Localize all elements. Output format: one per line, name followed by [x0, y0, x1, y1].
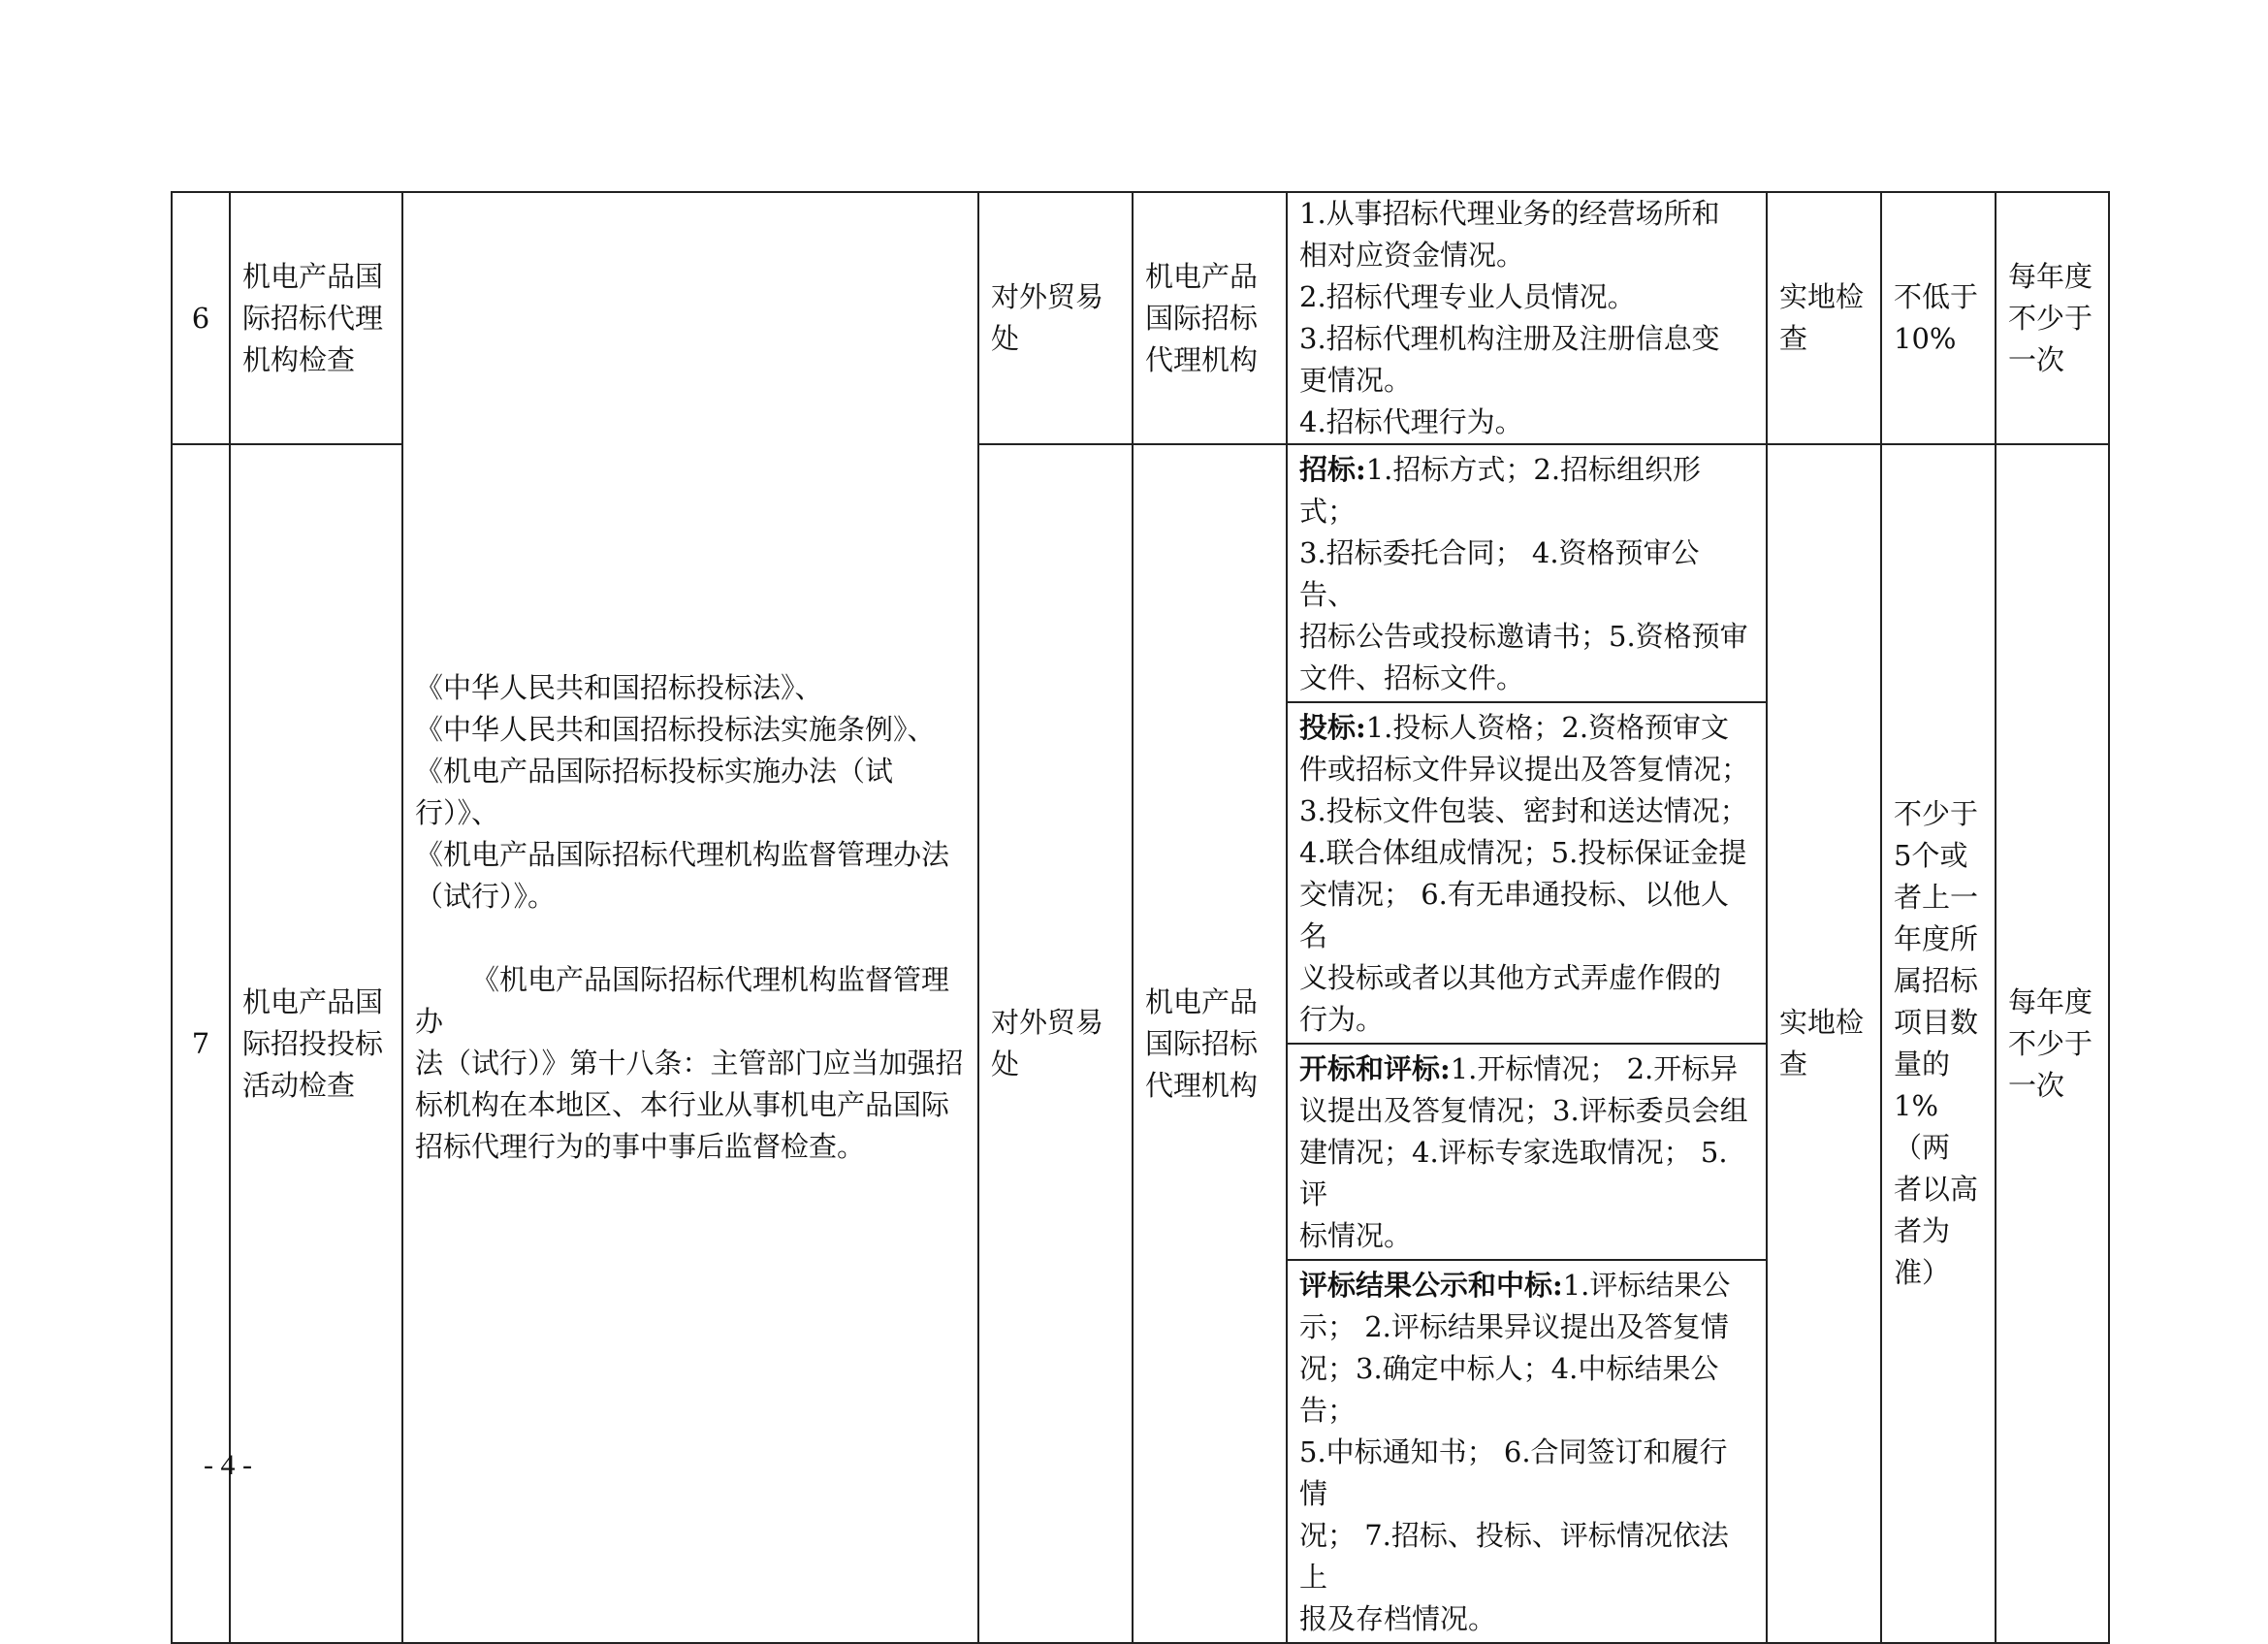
text-line: 每年度 [2008, 259, 2093, 293]
text-line: 者上一 [1894, 881, 1979, 914]
block-heading: 评标结果公示和中标: [1299, 1269, 1563, 1302]
text-line: 法（试行）》第十八条：主管部门应当加强招 [415, 1047, 964, 1080]
text-line: 《中华人民共和国招标投标法实施条例》、 [415, 713, 936, 746]
object-cell [1133, 192, 1287, 444]
text-line: 量的 [1894, 1048, 1951, 1080]
content-block-tendering [1287, 702, 1767, 1044]
text-line: 议提出及答复情况；3.评标委员会组 [1299, 1094, 1748, 1127]
text-line: 国际招标 [1145, 301, 1259, 335]
text-line: 查 [1779, 322, 1808, 355]
text-line: 活动检查 [242, 1068, 356, 1102]
basis-cell [402, 192, 978, 1643]
text-line [1299, 449, 1754, 532]
text-line: 5.中标通知书； 6.合同签订和履行情 [1299, 1435, 1728, 1510]
text-line: 标情况。 [1299, 1219, 1413, 1252]
row-number: 7 [172, 444, 230, 1643]
content-block-opening-evaluation [1287, 1044, 1767, 1260]
text-line: 机电产品国 [242, 259, 384, 293]
block-text: 1.招标方式；2.招标组织形式； [1299, 453, 1702, 528]
text-line: 更情况。 [1299, 364, 1413, 397]
text-line: 实地检 [1779, 280, 1865, 313]
text-line: 况；3.确定中标人；4.中标结果公告； [1299, 1352, 1719, 1427]
text-line: 况； 7.招标、投标、评标情况依法上 [1299, 1519, 1729, 1594]
text-line: 3.投标文件包装、密封和送达情况； [1299, 794, 1748, 827]
text-line: 招标公告或投标邀请书；5.资格预审 [1299, 620, 1748, 653]
text-line: （试行）》。 [415, 880, 557, 913]
text-line: 行为。 [1299, 1003, 1385, 1036]
text-line: 国际招标 [1145, 1026, 1259, 1060]
text-line: 招标代理行为的事中事后监督检查。 [415, 1130, 866, 1163]
text-line: 实地检 [1779, 1006, 1865, 1039]
text-line: 代理机构 [1145, 342, 1259, 376]
text-line: 准） [1894, 1256, 1951, 1289]
text-line: 机构检查 [242, 342, 356, 376]
inspection-table [171, 191, 2110, 1644]
text-line: 文件、招标文件。 [1299, 661, 1525, 694]
text-line: 一次 [2008, 1068, 2065, 1102]
text-line: 件或招标文件异议提出及答复情况； [1299, 753, 1750, 786]
text-line: 标机构在本地区、本行业从事机电产品国际 [415, 1088, 950, 1121]
text-line: 一次 [2008, 342, 2065, 376]
text-line: 每年度 [2008, 984, 2093, 1018]
text-line: 际招标代理 [242, 301, 384, 335]
page-number: - 4 - [204, 1449, 252, 1481]
frequency-cell [1996, 192, 2109, 444]
block-text: 1.投标人资格；2.资格预审文 [1365, 711, 1730, 744]
text-line: 不少于 [2008, 301, 2093, 335]
row-number: 6 [172, 192, 230, 444]
ratio-cell [1881, 192, 1996, 444]
text-line: 《机电产品国际招标代理机构监督管理办法 [415, 838, 950, 871]
text-line: 项目数 [1894, 1006, 1979, 1039]
text-line: 不少于 [1894, 797, 1979, 830]
frequency-cell [1996, 444, 2109, 1643]
block-text: 1.评标结果公 [1562, 1269, 1731, 1302]
text-line: 属招标 [1894, 964, 1979, 997]
text-line: 际招投投标 [242, 1026, 384, 1060]
content-cell [1287, 192, 1767, 444]
text-line: 代理机构 [1145, 1068, 1259, 1102]
block-heading: 投标: [1299, 711, 1366, 744]
text-line: 3.招标代理机构注册及注册信息变 [1299, 322, 1720, 355]
text-line: 对外贸易 [991, 1006, 1104, 1039]
text-line: 对外贸易 [991, 280, 1104, 313]
text-line: 4.联合体组成情况；5.投标保证金提 [1299, 836, 1747, 869]
block-heading: 招标: [1299, 453, 1366, 486]
text-line: 年度所 [1894, 922, 1979, 955]
content-block-bidding [1287, 444, 1767, 702]
text-line [1299, 707, 1754, 749]
text-line [1299, 1265, 1754, 1306]
text-line: 1.从事招标代理业务的经营场所和 [1299, 197, 1720, 230]
text-line: 《机电产品国际招标代理机构监督管理办 [415, 963, 950, 1038]
item-cell [230, 444, 402, 1643]
text-line: 处 [991, 322, 1020, 355]
object-cell [1133, 444, 1287, 1643]
text-line: 义投标或者以其他方式弄虚作假的 [1299, 961, 1722, 994]
text-line: 1%（两 [1894, 1089, 1951, 1164]
method-cell [1767, 444, 1881, 1643]
ratio-cell [1881, 444, 1996, 1643]
text-line: 不低于 [1894, 280, 1979, 313]
block-heading: 开标和评标: [1299, 1052, 1451, 1085]
table-row [172, 192, 2109, 444]
paragraph-gap [415, 918, 966, 959]
text-line: 报及存档情况。 [1299, 1602, 1497, 1635]
department-cell [978, 444, 1133, 1643]
text-line: 交情况； 6.有无串通投标、以他人名 [1299, 878, 1729, 952]
department-cell [978, 192, 1133, 444]
text-line: 建情况；4.评标专家选取情况； 5.评 [1299, 1136, 1728, 1210]
text-line: 不少于 [2008, 1026, 2093, 1060]
text-line: 处 [991, 1048, 1020, 1080]
text-line: 4.招标代理行为。 [1299, 405, 1523, 438]
text-line: 机电产品 [1145, 259, 1259, 293]
text-line: 机电产品国 [242, 984, 384, 1018]
method-cell [1767, 192, 1881, 444]
text-line: 查 [1779, 1048, 1808, 1080]
content-block-result-award [1287, 1260, 1767, 1643]
text-line: 相对应资金情况。 [1299, 239, 1525, 272]
text-line: 5个或 [1894, 839, 1968, 872]
text-line: 者为 [1894, 1214, 1951, 1247]
text-line: 10% [1894, 322, 1957, 355]
text-line [1299, 1048, 1754, 1090]
block-text: 1.开标情况； 2.开标异 [1450, 1052, 1739, 1085]
text-line: 3.招标委托合同； 4.资格预审公告、 [1299, 536, 1700, 611]
text-line: 者以高 [1894, 1173, 1979, 1206]
text-line: 2.招标代理专业人员情况。 [1299, 280, 1636, 313]
item-cell [230, 192, 402, 444]
text-line: 《中华人民共和国招标投标法》、 [415, 671, 823, 704]
text-line: 机电产品 [1145, 984, 1259, 1018]
text-line: 《机电产品国际招标投标实施办法（试行）》、 [415, 755, 894, 829]
text-line: 示； 2.评标结果异议提出及答复情 [1299, 1310, 1729, 1343]
